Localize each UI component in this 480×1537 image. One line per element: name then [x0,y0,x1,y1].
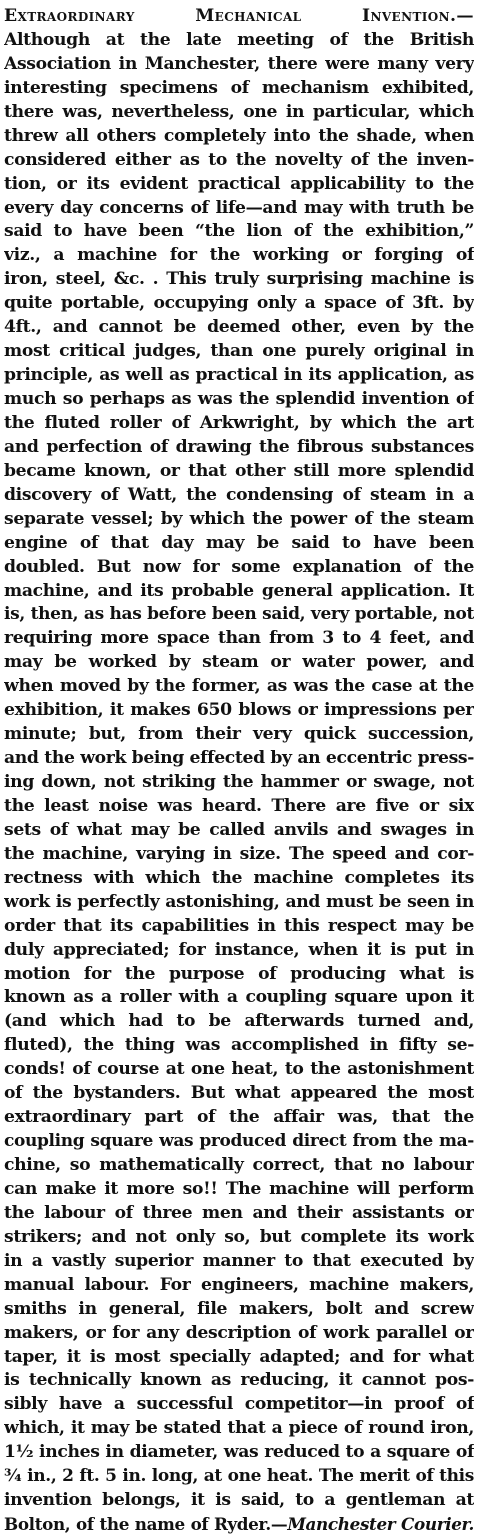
article-line: work is perfectly astonishing, and must be seen in [4,891,474,912]
source-attribution: Manchester Courier. [287,1514,474,1535]
article-line: conds! of course at one heat, to the astonishment [4,1059,474,1080]
article-line: invention belongs, it is said, to a gentleman at [4,1490,474,1511]
article-line: manual labour. For engineers, machine makers, [4,1274,474,1295]
article-line: engine of that day may be said to have been [4,532,474,553]
article-line-final [4,1513,474,1537]
article-line: order that its capabilities in this respect may be [4,915,474,936]
article-line: Although at the late meeting of the British [4,29,474,50]
article-line: taper, it is most specially adapted; and for what [4,1346,474,1367]
article-line: known as a roller with a coupling square upon it [4,987,474,1008]
article-line: requiring more space than from 3 to 4 feet, and [4,628,474,649]
article-line: makers, or for any description of work parallel or [4,1322,474,1343]
article-line: principle, as well as practical in its application, as [4,365,474,386]
article-line: Association in Manchester, there were many very [4,53,474,74]
article-line: the least noise was heard. There are five or six [4,795,474,816]
article-line: exhibition, it makes 650 blows or impressions per [4,700,474,721]
article-line: extraordinary part of the affair was, that the [4,1107,474,1128]
article-line: strikers; and not only so, but complete its work [4,1226,474,1247]
article-line-final-text: Bolton, of the name of Ryder.— [4,1514,288,1535]
article-line: iron, steel, &c. . This truly surprising machine is [4,269,474,290]
article-line: ing down, not striking the hammer or swage, not [4,772,474,792]
article-body [4,29,474,1513]
article-line: interesting specimens of mechanism exhibited, [4,77,474,98]
article-line: became known, or that other still more splendid [4,460,474,481]
article-line: coupling square was produced direct from the ma- [4,1131,474,1152]
article-line: most critical judges, than one purely original in [4,341,474,362]
article-line: the fluted roller of Arkwright, by which the art [4,412,474,433]
article-line: chine, so mathematically correct, that no labour [4,1155,474,1175]
article-line: duly appreciated; for instance, when it is put in [4,939,474,960]
article-line: smiths in general, file makers, bolt and screw [4,1298,474,1319]
article-line: rectness with which the machine completes its [4,867,474,888]
article-line: sets of what may be called anvils and swages in [4,819,474,840]
article-line: separate vessel; by which the power of the steam [4,508,474,529]
article-line: much so perhaps as was the splendid invention of [4,389,474,409]
article-line: quite portable, occupying only a space of 3ft. by [4,293,474,314]
article-line: which, it may be stated that a piece of round iron, [4,1418,474,1439]
article-line: discovery of Watt, the condensing of steam in a [4,484,474,505]
article-line: may be worked by steam or water power, and [4,652,474,673]
article-line: sibly have a successful competitor—in proof of [4,1394,474,1415]
article-line: (and which had to be afterwards turned and, [4,1011,474,1032]
article-line: motion for the purpose of producing what is [4,963,474,984]
article-line: said to have been “the lion of the exhibition,” [4,221,474,242]
article-line: the machine, varying in size. The speed and cor- [4,843,474,864]
article-line: 4ft., and cannot be deemed other, even by the [4,317,474,338]
article-line: tion, or its evident practical applicability to the [4,173,474,194]
headline: Extraordinary Mechanical Invention.— [4,6,474,26]
article-line: and perfection of drawing the fibrous substances [4,436,474,457]
article-line: is, then, as has before been said, very portable, not [4,604,474,625]
article-line: when moved by the former, as was the case at the [4,676,474,697]
article-line: machine, and its probable general application. It [4,580,474,601]
article-line: in a vastly superior manner to that executed by [4,1250,474,1271]
article-line: minute; but, from their very quick succession, [4,724,474,745]
article-line: there was, nevertheless, one in particular, which [4,101,474,122]
article-line: of the bystanders. But what appeared the most [4,1083,474,1104]
article-line: fluted), the thing was accomplished in fifty se- [4,1035,474,1056]
article-line: viz., a machine for the working or forging of [4,245,474,266]
article-line: can make it more so!! The machine will perform [4,1178,474,1199]
article-line: is technically known as reducing, it cannot pos- [4,1370,474,1391]
article-line: doubled. But now for some explanation of the [4,556,474,577]
article-line: ¾ in., 2 ft. 5 in. long, at one heat. The merit of this [4,1466,474,1487]
article-line: threw all others completely into the shade, when [4,125,474,146]
article-line: 1½ inches in diameter, was reduced to a square of [4,1442,474,1463]
article-line: considered either as to the novelty of the inven- [4,149,474,170]
article-line: the labour of three men and their assistants or [4,1202,474,1223]
article-line: and the work being effected by an eccentric press- [4,748,474,769]
article-line: every day concerns of life—and may with truth be [4,197,474,218]
